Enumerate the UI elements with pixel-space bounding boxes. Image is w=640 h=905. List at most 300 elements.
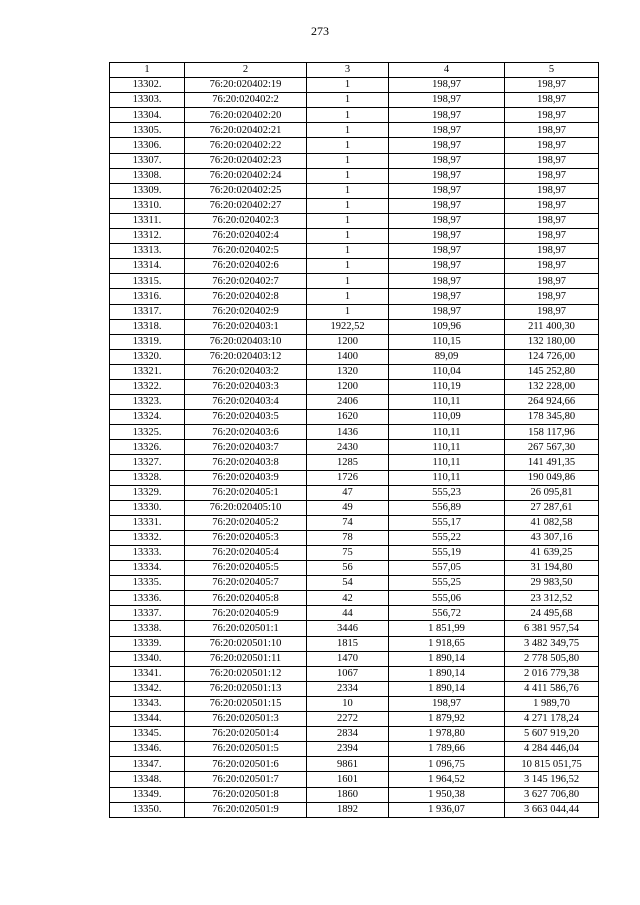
table-row <box>110 681 599 696</box>
rate-cell: 555,19 <box>389 546 505 561</box>
value-cell: 6 381 957,54 <box>505 621 599 636</box>
row-number-cell: 13311. <box>110 213 185 228</box>
rate-cell: 110,11 <box>389 455 505 470</box>
cadastral-number-cell: 76:20:020402:8 <box>185 289 307 304</box>
area-cell: 44 <box>307 606 389 621</box>
area-cell: 2834 <box>307 727 389 742</box>
rate-cell: 1 890,14 <box>389 681 505 696</box>
rate-cell: 198,97 <box>389 213 505 228</box>
row-number-cell: 13302. <box>110 78 185 93</box>
value-cell: 3 482 349,75 <box>505 636 599 651</box>
area-cell: 1815 <box>307 636 389 651</box>
value-cell: 198,97 <box>505 168 599 183</box>
table-row <box>110 757 599 772</box>
value-cell: 198,97 <box>505 229 599 244</box>
row-number-cell: 13343. <box>110 696 185 711</box>
table-row <box>110 485 599 500</box>
row-number-cell: 13312. <box>110 229 185 244</box>
table-row <box>110 108 599 123</box>
rate-cell: 555,23 <box>389 485 505 500</box>
cadastral-number-cell: 76:20:020402:6 <box>185 259 307 274</box>
rate-cell: 198,97 <box>389 229 505 244</box>
area-cell: 9861 <box>307 757 389 772</box>
table-row <box>110 727 599 742</box>
rate-cell: 556,72 <box>389 606 505 621</box>
area-cell: 1 <box>307 153 389 168</box>
rate-cell: 198,97 <box>389 78 505 93</box>
cadastral-number-cell: 76:20:020402:4 <box>185 229 307 244</box>
cadastral-number-cell: 76:20:020405:4 <box>185 546 307 561</box>
row-number-cell: 13328. <box>110 470 185 485</box>
value-cell: 198,97 <box>505 259 599 274</box>
value-cell: 198,97 <box>505 198 599 213</box>
area-cell: 47 <box>307 485 389 500</box>
area-cell: 1067 <box>307 666 389 681</box>
table-row <box>110 274 599 289</box>
row-number-cell: 13309. <box>110 183 185 198</box>
row-number-cell: 13316. <box>110 289 185 304</box>
value-cell: 31 194,80 <box>505 561 599 576</box>
value-cell: 178 345,80 <box>505 410 599 425</box>
rate-cell: 109,96 <box>389 319 505 334</box>
value-cell: 198,97 <box>505 244 599 259</box>
table-row <box>110 666 599 681</box>
cadastral-table <box>109 62 599 818</box>
value-cell: 198,97 <box>505 304 599 319</box>
value-cell: 198,97 <box>505 153 599 168</box>
rate-cell: 555,25 <box>389 576 505 591</box>
value-cell: 198,97 <box>505 78 599 93</box>
cadastral-number-cell: 76:20:020402:20 <box>185 108 307 123</box>
cadastral-number-cell: 76:20:020501:5 <box>185 742 307 757</box>
column-header: 3 <box>307 63 389 78</box>
rate-cell: 555,17 <box>389 515 505 530</box>
cadastral-number-cell: 76:20:020405:9 <box>185 606 307 621</box>
row-number-cell: 13323. <box>110 395 185 410</box>
table-row <box>110 334 599 349</box>
value-cell: 10 815 051,75 <box>505 757 599 772</box>
row-number-cell: 13344. <box>110 712 185 727</box>
cadastral-number-cell: 76:20:020402:2 <box>185 93 307 108</box>
area-cell: 1320 <box>307 364 389 379</box>
rate-cell: 198,97 <box>389 183 505 198</box>
area-cell: 1 <box>307 93 389 108</box>
row-number-cell: 13332. <box>110 530 185 545</box>
value-cell: 264 924,66 <box>505 395 599 410</box>
area-cell: 1 <box>307 183 389 198</box>
row-number-cell: 13342. <box>110 681 185 696</box>
rate-cell: 198,97 <box>389 93 505 108</box>
table-row <box>110 168 599 183</box>
area-cell: 1 <box>307 259 389 274</box>
area-cell: 10 <box>307 696 389 711</box>
table-row <box>110 153 599 168</box>
table-row <box>110 742 599 757</box>
table-row <box>110 515 599 530</box>
cadastral-number-cell: 76:20:020405:10 <box>185 500 307 515</box>
rate-cell: 198,97 <box>389 696 505 711</box>
row-number-cell: 13318. <box>110 319 185 334</box>
table-row <box>110 425 599 440</box>
area-cell: 1 <box>307 304 389 319</box>
table-row <box>110 319 599 334</box>
page-number: 273 <box>311 24 329 38</box>
cadastral-number-cell: 76:20:020403:10 <box>185 334 307 349</box>
value-cell: 2 016 779,38 <box>505 666 599 681</box>
value-cell: 211 400,30 <box>505 319 599 334</box>
row-number-cell: 13306. <box>110 138 185 153</box>
table-header-row <box>110 63 599 78</box>
table-row <box>110 636 599 651</box>
table-row <box>110 651 599 666</box>
rate-cell: 1 890,14 <box>389 666 505 681</box>
table-row <box>110 606 599 621</box>
area-cell: 2406 <box>307 395 389 410</box>
row-number-cell: 13334. <box>110 561 185 576</box>
area-cell: 74 <box>307 515 389 530</box>
rate-cell: 198,97 <box>389 153 505 168</box>
row-number-cell: 13333. <box>110 546 185 561</box>
row-number-cell: 13346. <box>110 742 185 757</box>
value-cell: 26 095,81 <box>505 485 599 500</box>
value-cell: 3 663 044,44 <box>505 802 599 817</box>
row-number-cell: 13339. <box>110 636 185 651</box>
area-cell: 3446 <box>307 621 389 636</box>
rate-cell: 198,97 <box>389 244 505 259</box>
area-cell: 1922,52 <box>307 319 389 334</box>
value-cell: 198,97 <box>505 289 599 304</box>
rate-cell: 110,19 <box>389 379 505 394</box>
rate-cell: 110,04 <box>389 364 505 379</box>
column-header: 5 <box>505 63 599 78</box>
row-number-cell: 13326. <box>110 440 185 455</box>
table-row <box>110 440 599 455</box>
cadastral-number-cell: 76:20:020403:2 <box>185 364 307 379</box>
rate-cell: 1 789,66 <box>389 742 505 757</box>
rate-cell: 110,11 <box>389 425 505 440</box>
cadastral-number-cell: 76:20:020402:9 <box>185 304 307 319</box>
rate-cell: 110,11 <box>389 395 505 410</box>
row-number-cell: 13313. <box>110 244 185 259</box>
area-cell: 1 <box>307 229 389 244</box>
column-header: 1 <box>110 63 185 78</box>
rate-cell: 110,11 <box>389 440 505 455</box>
area-cell: 1 <box>307 244 389 259</box>
row-number-cell: 13303. <box>110 93 185 108</box>
column-header: 4 <box>389 63 505 78</box>
row-number-cell: 13314. <box>110 259 185 274</box>
table-row <box>110 591 599 606</box>
row-number-cell: 13330. <box>110 500 185 515</box>
value-cell: 1 989,70 <box>505 696 599 711</box>
area-cell: 2272 <box>307 712 389 727</box>
rate-cell: 198,97 <box>389 289 505 304</box>
rate-cell: 198,97 <box>389 274 505 289</box>
table-row <box>110 349 599 364</box>
table-row <box>110 379 599 394</box>
rate-cell: 198,97 <box>389 108 505 123</box>
area-cell: 1200 <box>307 379 389 394</box>
table-body <box>110 78 599 818</box>
rate-cell: 198,97 <box>389 168 505 183</box>
cadastral-number-cell: 76:20:020501:15 <box>185 696 307 711</box>
cadastral-number-cell: 76:20:020501:7 <box>185 772 307 787</box>
rate-cell: 1 890,14 <box>389 651 505 666</box>
cadastral-number-cell: 76:20:020402:5 <box>185 244 307 259</box>
rate-cell: 555,22 <box>389 530 505 545</box>
row-number-cell: 13335. <box>110 576 185 591</box>
row-number-cell: 13324. <box>110 410 185 425</box>
cadastral-number-cell: 76:20:020402:19 <box>185 78 307 93</box>
cadastral-number-cell: 76:20:020403:3 <box>185 379 307 394</box>
cadastral-number-cell: 76:20:020403:6 <box>185 425 307 440</box>
cadastral-number-cell: 76:20:020403:4 <box>185 395 307 410</box>
area-cell: 1 <box>307 274 389 289</box>
row-number-cell: 13348. <box>110 772 185 787</box>
row-number-cell: 13345. <box>110 727 185 742</box>
rate-cell: 1 096,75 <box>389 757 505 772</box>
rate-cell: 110,09 <box>389 410 505 425</box>
table-row <box>110 772 599 787</box>
area-cell: 1400 <box>307 349 389 364</box>
cadastral-number-cell: 76:20:020402:23 <box>185 153 307 168</box>
row-number-cell: 13331. <box>110 515 185 530</box>
value-cell: 198,97 <box>505 108 599 123</box>
table-row <box>110 78 599 93</box>
rate-cell: 1 964,52 <box>389 772 505 787</box>
value-cell: 4 271 178,24 <box>505 712 599 727</box>
row-number-cell: 13349. <box>110 787 185 802</box>
value-cell: 198,97 <box>505 138 599 153</box>
table-row <box>110 530 599 545</box>
area-cell: 1 <box>307 168 389 183</box>
row-number-cell: 13315. <box>110 274 185 289</box>
area-cell: 75 <box>307 546 389 561</box>
row-number-cell: 13321. <box>110 364 185 379</box>
cadastral-number-cell: 76:20:020501:12 <box>185 666 307 681</box>
value-cell: 4 411 586,76 <box>505 681 599 696</box>
table-row <box>110 364 599 379</box>
area-cell: 1620 <box>307 410 389 425</box>
cadastral-number-cell: 76:20:020501:4 <box>185 727 307 742</box>
rate-cell: 556,89 <box>389 500 505 515</box>
area-cell: 1 <box>307 289 389 304</box>
row-number-cell: 13337. <box>110 606 185 621</box>
cadastral-number-cell: 76:20:020402:27 <box>185 198 307 213</box>
area-cell: 2394 <box>307 742 389 757</box>
area-cell: 1 <box>307 213 389 228</box>
cadastral-number-cell: 76:20:020501:1 <box>185 621 307 636</box>
cadastral-number-cell: 76:20:020403:7 <box>185 440 307 455</box>
table-row <box>110 696 599 711</box>
area-cell: 56 <box>307 561 389 576</box>
value-cell: 267 567,30 <box>505 440 599 455</box>
rate-cell: 198,97 <box>389 304 505 319</box>
table-row <box>110 712 599 727</box>
column-header: 2 <box>185 63 307 78</box>
area-cell: 1 <box>307 138 389 153</box>
cadastral-number-cell: 76:20:020501:3 <box>185 712 307 727</box>
cadastral-number-cell: 76:20:020501:8 <box>185 787 307 802</box>
cadastral-number-cell: 76:20:020501:9 <box>185 802 307 817</box>
table-row <box>110 470 599 485</box>
row-number-cell: 13338. <box>110 621 185 636</box>
table-row <box>110 621 599 636</box>
cadastral-number-cell: 76:20:020402:3 <box>185 213 307 228</box>
value-cell: 190 049,86 <box>505 470 599 485</box>
rate-cell: 198,97 <box>389 259 505 274</box>
area-cell: 1 <box>307 108 389 123</box>
table-row <box>110 546 599 561</box>
table-row <box>110 500 599 515</box>
cadastral-number-cell: 76:20:020403:1 <box>185 319 307 334</box>
rate-cell: 555,06 <box>389 591 505 606</box>
area-cell: 1 <box>307 198 389 213</box>
area-cell: 1436 <box>307 425 389 440</box>
rate-cell: 198,97 <box>389 123 505 138</box>
cadastral-number-cell: 76:20:020405:7 <box>185 576 307 591</box>
value-cell: 27 287,61 <box>505 500 599 515</box>
row-number-cell: 13307. <box>110 153 185 168</box>
cadastral-number-cell: 76:20:020405:1 <box>185 485 307 500</box>
table-row <box>110 802 599 817</box>
table-row <box>110 93 599 108</box>
table-row <box>110 455 599 470</box>
table-row <box>110 213 599 228</box>
row-number-cell: 13341. <box>110 666 185 681</box>
row-number-cell: 13310. <box>110 198 185 213</box>
row-number-cell: 13320. <box>110 349 185 364</box>
cadastral-number-cell: 76:20:020501:10 <box>185 636 307 651</box>
table-row <box>110 183 599 198</box>
cadastral-number-cell: 76:20:020501:6 <box>185 757 307 772</box>
cadastral-number-cell: 76:20:020405:8 <box>185 591 307 606</box>
cadastral-number-cell: 76:20:020402:7 <box>185 274 307 289</box>
table-row <box>110 198 599 213</box>
row-number-cell: 13317. <box>110 304 185 319</box>
rate-cell: 89,09 <box>389 349 505 364</box>
cadastral-number-cell: 76:20:020402:24 <box>185 168 307 183</box>
table-row <box>110 410 599 425</box>
rate-cell: 110,15 <box>389 334 505 349</box>
rate-cell: 198,97 <box>389 198 505 213</box>
cadastral-number-cell: 76:20:020403:8 <box>185 455 307 470</box>
rate-cell: 110,11 <box>389 470 505 485</box>
table-row <box>110 229 599 244</box>
area-cell: 1860 <box>307 787 389 802</box>
value-cell: 198,97 <box>505 93 599 108</box>
cadastral-number-cell: 76:20:020402:22 <box>185 138 307 153</box>
value-cell: 132 228,00 <box>505 379 599 394</box>
area-cell: 2334 <box>307 681 389 696</box>
value-cell: 145 252,80 <box>505 364 599 379</box>
cadastral-number-cell: 76:20:020403:5 <box>185 410 307 425</box>
table-row <box>110 561 599 576</box>
area-cell: 1726 <box>307 470 389 485</box>
table-row <box>110 259 599 274</box>
rate-cell: 1 950,38 <box>389 787 505 802</box>
area-cell: 49 <box>307 500 389 515</box>
cadastral-number-cell: 76:20:020402:21 <box>185 123 307 138</box>
rate-cell: 557,05 <box>389 561 505 576</box>
value-cell: 2 778 505,80 <box>505 651 599 666</box>
value-cell: 132 180,00 <box>505 334 599 349</box>
value-cell: 23 312,52 <box>505 591 599 606</box>
row-number-cell: 13325. <box>110 425 185 440</box>
cadastral-number-cell: 76:20:020405:2 <box>185 515 307 530</box>
value-cell: 41 639,25 <box>505 546 599 561</box>
rate-cell: 1 936,07 <box>389 802 505 817</box>
cadastral-number-cell: 76:20:020501:13 <box>185 681 307 696</box>
area-cell: 1470 <box>307 651 389 666</box>
rate-cell: 1 851,99 <box>389 621 505 636</box>
area-cell: 54 <box>307 576 389 591</box>
table-row <box>110 123 599 138</box>
value-cell: 198,97 <box>505 213 599 228</box>
table-row <box>110 787 599 802</box>
value-cell: 158 117,96 <box>505 425 599 440</box>
rate-cell: 198,97 <box>389 138 505 153</box>
row-number-cell: 13350. <box>110 802 185 817</box>
row-number-cell: 13327. <box>110 455 185 470</box>
value-cell: 3 145 196,52 <box>505 772 599 787</box>
value-cell: 43 307,16 <box>505 530 599 545</box>
row-number-cell: 13305. <box>110 123 185 138</box>
area-cell: 1 <box>307 123 389 138</box>
area-cell: 78 <box>307 530 389 545</box>
cadastral-number-cell: 76:20:020402:25 <box>185 183 307 198</box>
area-cell: 1 <box>307 78 389 93</box>
value-cell: 29 983,50 <box>505 576 599 591</box>
row-number-cell: 13319. <box>110 334 185 349</box>
table-row <box>110 138 599 153</box>
table-row <box>110 244 599 259</box>
table-row <box>110 395 599 410</box>
value-cell: 24 495,68 <box>505 606 599 621</box>
value-cell: 4 284 446,04 <box>505 742 599 757</box>
cadastral-number-cell: 76:20:020403:9 <box>185 470 307 485</box>
row-number-cell: 13308. <box>110 168 185 183</box>
cadastral-number-cell: 76:20:020501:11 <box>185 651 307 666</box>
area-cell: 1601 <box>307 772 389 787</box>
value-cell: 141 491,35 <box>505 455 599 470</box>
value-cell: 198,97 <box>505 183 599 198</box>
area-cell: 1200 <box>307 334 389 349</box>
table-row <box>110 304 599 319</box>
value-cell: 3 627 706,80 <box>505 787 599 802</box>
cadastral-number-cell: 76:20:020405:5 <box>185 561 307 576</box>
row-number-cell: 13304. <box>110 108 185 123</box>
row-number-cell: 13347. <box>110 757 185 772</box>
row-number-cell: 13329. <box>110 485 185 500</box>
row-number-cell: 13336. <box>110 591 185 606</box>
value-cell: 198,97 <box>505 274 599 289</box>
rate-cell: 1 978,80 <box>389 727 505 742</box>
cadastral-number-cell: 76:20:020405:3 <box>185 530 307 545</box>
area-cell: 1892 <box>307 802 389 817</box>
row-number-cell: 13322. <box>110 379 185 394</box>
row-number-cell: 13340. <box>110 651 185 666</box>
rate-cell: 1 879,92 <box>389 712 505 727</box>
cadastral-number-cell: 76:20:020403:12 <box>185 349 307 364</box>
area-cell: 1285 <box>307 455 389 470</box>
value-cell: 41 082,58 <box>505 515 599 530</box>
rate-cell: 1 918,65 <box>389 636 505 651</box>
table-row <box>110 289 599 304</box>
table-row <box>110 576 599 591</box>
area-cell: 2430 <box>307 440 389 455</box>
value-cell: 5 607 919,20 <box>505 727 599 742</box>
